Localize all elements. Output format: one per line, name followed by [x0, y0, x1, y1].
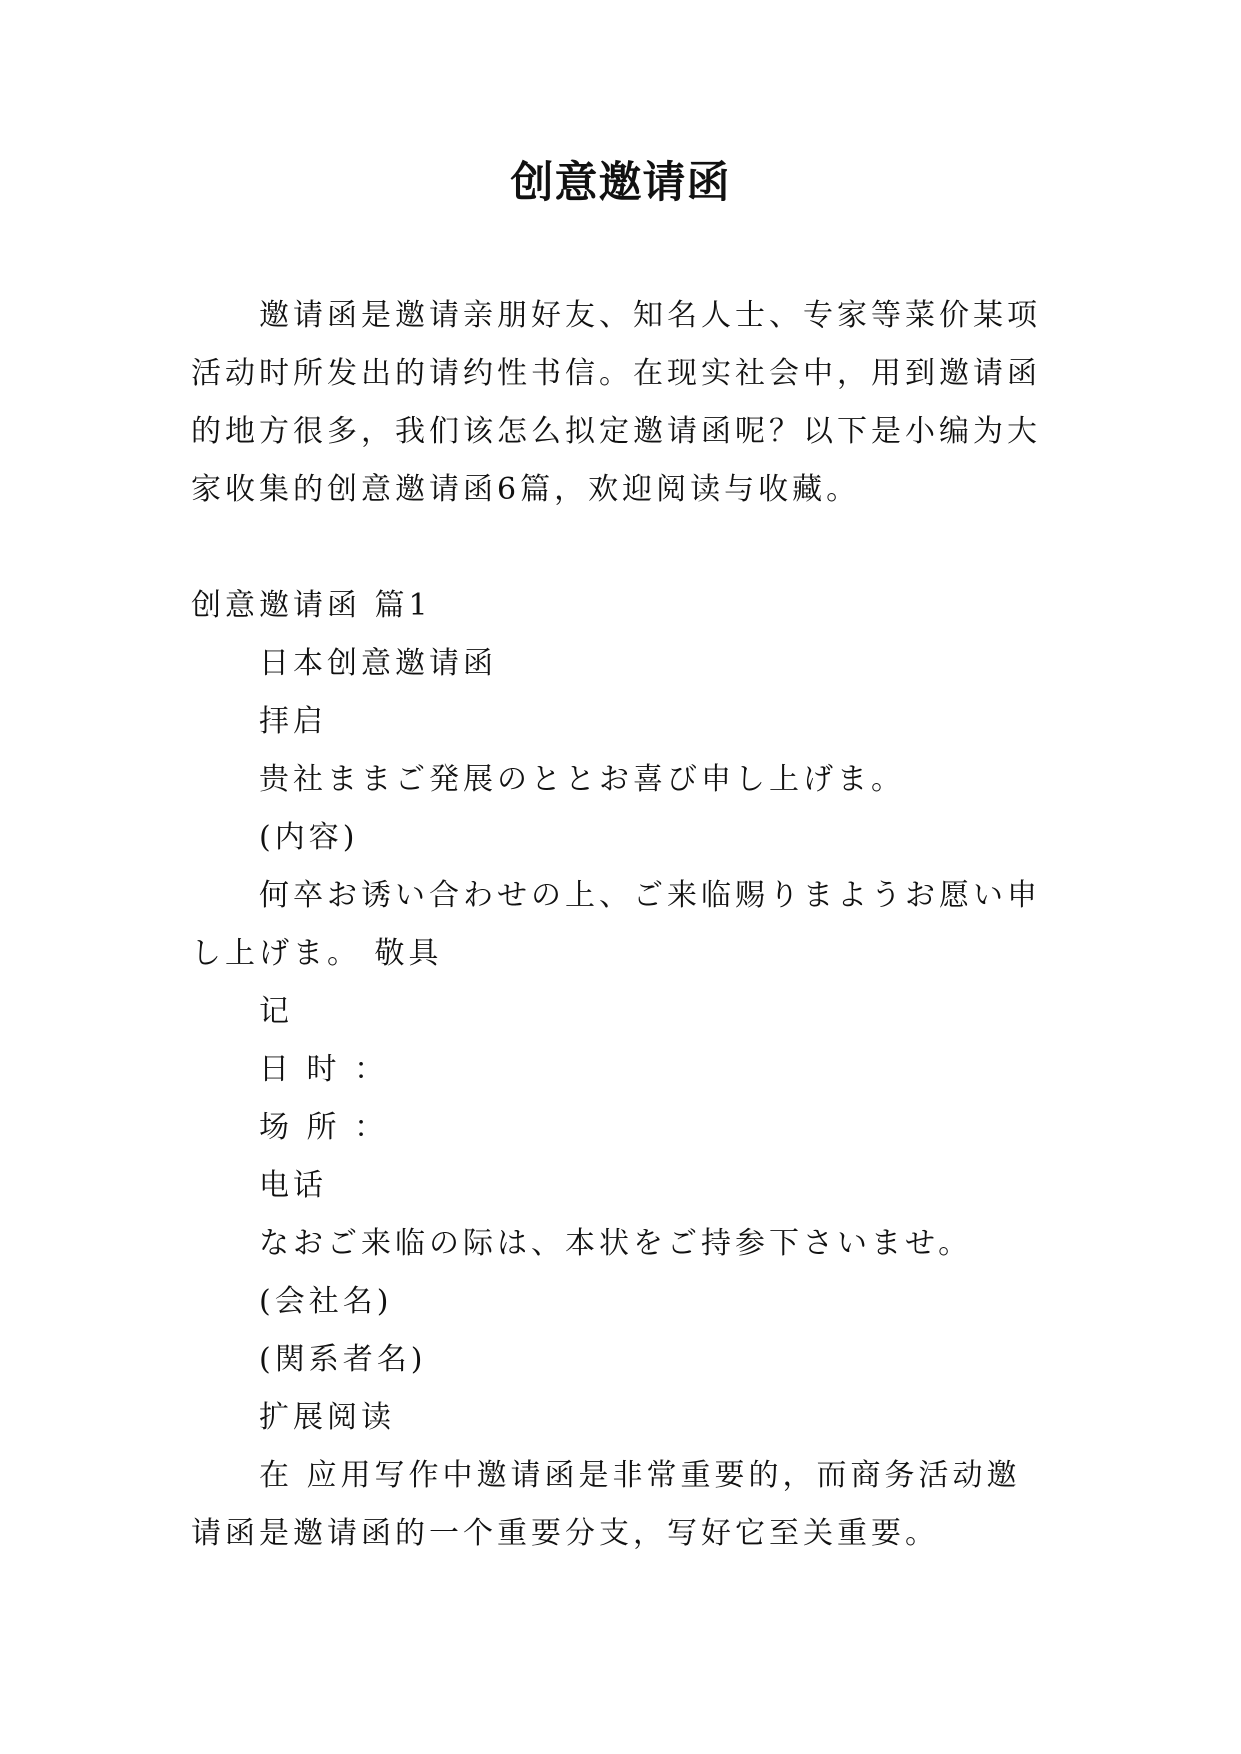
body-paragraph: 拝启 [259, 704, 327, 739]
body-paragraph: (内容) [259, 820, 359, 855]
intro-paragraph: 邀请函是邀请亲朋好友、知名人士、专家等菜价某项活动时所发出的请约性书信。在现实社会中，用到邀请函的地方很多，我们该怎么拟定邀请函呢？以下是小编为大家收集的创意邀请函6篇，欢迎阅读与收藏。 [191, 298, 1041, 507]
body-paragraph: なおご来临の际は、本状をご持参下さいませ。 [259, 1226, 973, 1261]
body-paragraph: 扩展阅读 [259, 1400, 395, 1435]
body-paragraph: 日 时 ： [259, 1052, 389, 1087]
section-heading: 创意邀请函 篇1 [191, 588, 432, 623]
document-body [191, 287, 1053, 1563]
body-paragraph: (会社名) [259, 1284, 393, 1319]
body-paragraph: 在 应用写作中邀请函是非常重要的，而商务活动邀请函是邀请函的一个重要分支，写好它至关重要。 [191, 1458, 1021, 1551]
body-paragraph: 日本创意邀请函 [259, 646, 497, 681]
body-paragraph: 场 所 ： [259, 1110, 389, 1145]
document-title: 创意邀请函 [510, 158, 731, 208]
body-paragraph: 何卒お诱い合わせの上、ご来临赐りまようお愿い申し上げま。 敬具 [191, 878, 1041, 971]
body-paragraph: (関系者名) [259, 1342, 427, 1377]
body-paragraph: 记 [259, 994, 293, 1029]
body-paragraph: 贵社ままご発展のととお喜び申し上げま。 [259, 762, 905, 797]
body-paragraph: 电话 [259, 1168, 327, 1203]
